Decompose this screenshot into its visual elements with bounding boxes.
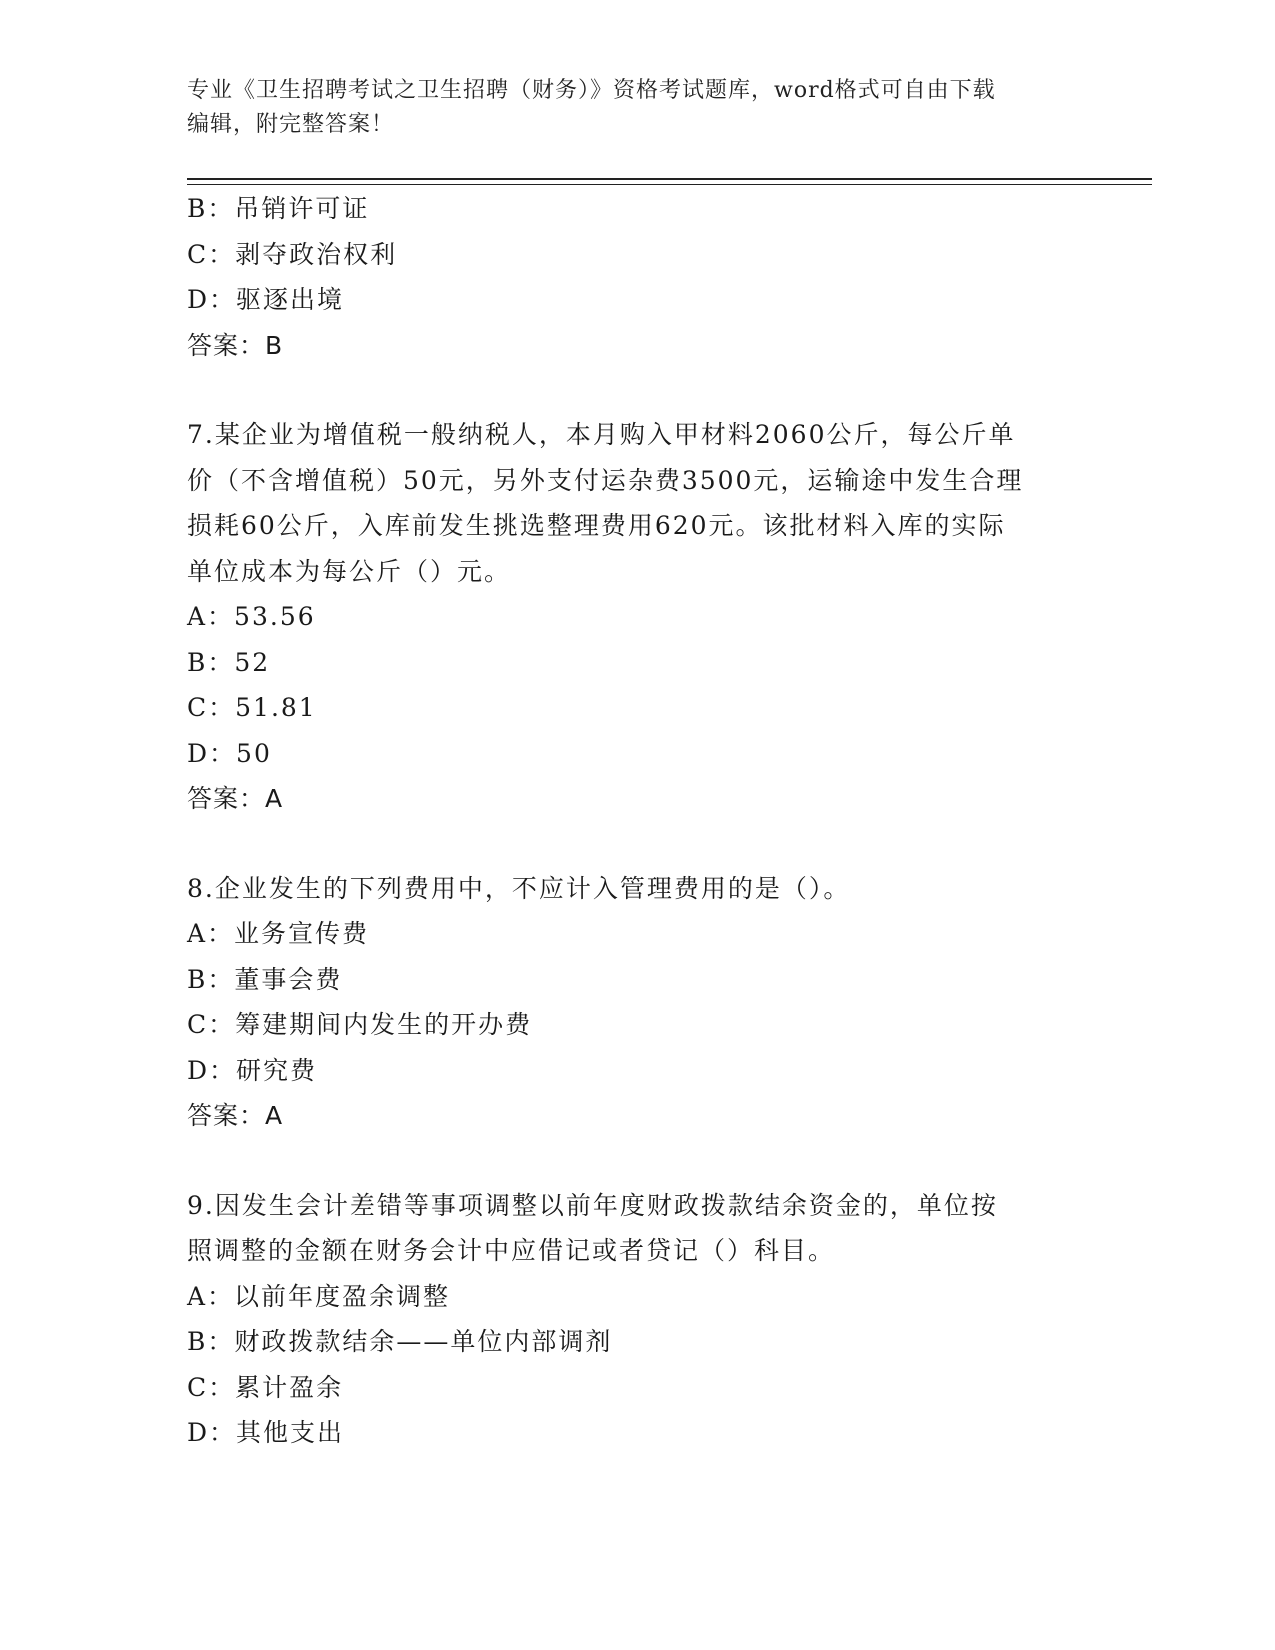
- question-9: [187, 1183, 1087, 1456]
- question-text-line: 价（不含增值税）50元，另外支付运杂费3500元，运输途中发生合理: [187, 465, 1024, 495]
- answer: 答案：B: [187, 330, 284, 360]
- option-a: A：53.56: [187, 602, 316, 631]
- question-text-line: 照调整的金额在财务会计中应借记或者贷记（）科目。: [187, 1236, 836, 1265]
- option-b: B：52: [187, 647, 271, 677]
- option-c: C：筹建期间内发生的开办费: [187, 1010, 533, 1039]
- answer: 答案：A: [187, 784, 284, 813]
- document-body: [187, 186, 1087, 1456]
- question-text-line: 单位成本为每公斤（）元。: [187, 556, 512, 586]
- document-header: [187, 74, 1087, 142]
- question-7: [187, 412, 1087, 822]
- option-c: C：51.81: [187, 693, 317, 722]
- header-divider: [187, 178, 1152, 185]
- answer: 答案：A: [187, 1101, 284, 1130]
- spacer: [187, 368, 1087, 412]
- question-text-line: 7.某企业为增值税一般纳税人，本月购入甲材料2060公斤，每公斤单: [187, 420, 1016, 449]
- question-8: [187, 866, 1087, 1139]
- header-line-2: 编辑，附完整答案！: [187, 112, 395, 137]
- option-b: B：财政拨款结余——单位内部调剂: [187, 1327, 613, 1356]
- question-text-line: 损耗60公斤，入库前发生挑选整理费用620元。该批材料入库的实际: [187, 511, 1006, 540]
- option-d: D：50: [187, 738, 272, 768]
- question-text-line: 9.因发生会计差错等事项调整以前年度财政拨款结余资金的，单位按: [187, 1190, 998, 1220]
- carryover-question: [187, 186, 1087, 368]
- option-d: D：研究费: [187, 1055, 318, 1085]
- option-d: D：驱逐出境: [187, 285, 345, 314]
- option-a: A：业务宣传费: [187, 919, 370, 948]
- option-c: C：累计盈余: [187, 1372, 344, 1402]
- option-d: D：其他支出: [187, 1418, 345, 1447]
- spacer: [187, 822, 1087, 866]
- header-line-1: 专业《卫生招聘考试之卫生招聘（财务）》资格考试题库，word格式可自由下载: [187, 78, 996, 103]
- option-b: B：董事会费: [187, 964, 343, 994]
- spacer: [187, 1139, 1087, 1183]
- option-b: B：吊销许可证: [187, 194, 370, 223]
- option-c: C：剥夺政治权利: [187, 239, 398, 269]
- question-text-line: 8.企业发生的下列费用中，不应计入管理费用的是（）。: [187, 873, 851, 903]
- option-a: A：以前年度盈余调整: [187, 1281, 451, 1311]
